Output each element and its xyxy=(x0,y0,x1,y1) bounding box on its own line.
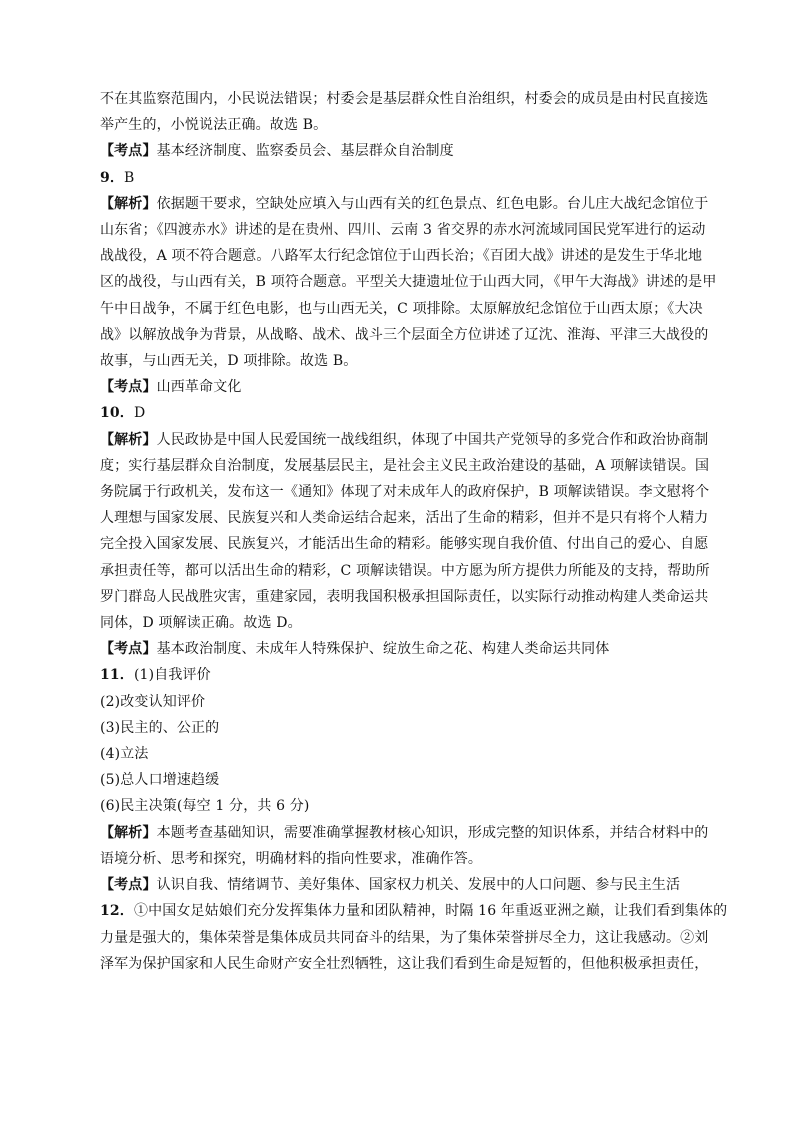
text-line xyxy=(100,217,706,243)
line-text: 战战役，A 项不符合题意。八路军太行纪念馆位于山西长治；《百团大战》讲述的是发生于华北地 xyxy=(100,248,703,265)
section-tag: 【考点】 xyxy=(100,877,157,894)
document-page xyxy=(100,86,728,977)
line-text: 午中日战争，不属于红色电影，也与山西无关，C 项排除。太原解放纪念馆位于山西太原；《大决 xyxy=(100,300,703,317)
section-tag: 【解析】 xyxy=(100,195,157,212)
line-text: (2)改变认知评价 xyxy=(100,693,206,710)
text-line xyxy=(100,531,709,557)
text-line xyxy=(100,951,709,977)
section-line xyxy=(100,820,709,846)
section-tag: 【解析】 xyxy=(100,824,157,841)
text-line xyxy=(100,296,703,322)
line-text: 战》以解放战争为背景，从战略、战术、战斗三个层面全方位讲述了辽沈、淮海、平津三大战役的 xyxy=(100,326,709,343)
line-text: 人理想与国家发展、民族复兴和人类命运结合起来，活出了生命的精彩，但并不是只有将个人精力 xyxy=(100,510,709,527)
line-text: 语境分析、思考和探究，明确材料的指向性要求，准确作答。 xyxy=(100,850,483,867)
section-tag: 【考点】 xyxy=(100,143,157,160)
line-text: 山西革命文化 xyxy=(156,379,242,396)
text-line xyxy=(100,86,709,112)
text-line xyxy=(100,243,703,269)
line-text: ①中国女足姑娘们充分发挥集体力量和团队精神，时隔 16 年重返亚洲之巅，让我们看到集体的 xyxy=(133,903,728,920)
answer-line xyxy=(100,165,700,191)
answer-line xyxy=(100,898,728,924)
question-number: 11． xyxy=(100,667,134,684)
text-line xyxy=(100,846,700,872)
line-text: 区的战役，与山西有关，B 项符合题意。平型关大捷遗址位于山西大同，《甲午大海战》讲述的是甲 xyxy=(100,274,717,291)
text-line xyxy=(100,610,700,636)
line-text: (4)立法 xyxy=(100,746,149,763)
text-line xyxy=(100,584,709,610)
line-text: 人民政协是中国人民爱国统一战线组织，体现了中国共产党领导的多党合作和政治协商制 xyxy=(156,431,709,448)
line-text: (3)民主的、公正的 xyxy=(100,719,220,736)
line-text: 故事，与山西无关，D 项排除。故选 B。 xyxy=(100,353,358,370)
line-text: (6)民主决策(每空 1 分，共 6 分) xyxy=(100,798,310,815)
line-text: 认识自我、情绪调节、美好集体、国家权力机关、发展中的人口问题、参与民主生活 xyxy=(156,877,681,894)
text-line xyxy=(100,269,717,295)
text-line xyxy=(100,479,710,505)
text-line xyxy=(100,322,709,348)
line-text: 举产生的，小悦说法正确。故选 B。 xyxy=(100,117,328,134)
section-line xyxy=(100,427,709,453)
question-number: 9． xyxy=(100,169,125,186)
text-line xyxy=(100,689,700,715)
section-line xyxy=(100,872,700,898)
section-tag: 【考点】 xyxy=(100,641,157,658)
line-text: 罗门群岛人民战胜灾害，重建家园，表明我国积极承担国际责任，以实际行动推动构建人类命运共 xyxy=(100,588,709,605)
section-tag: 【解析】 xyxy=(100,431,157,448)
text-line xyxy=(100,715,700,741)
answer-line xyxy=(100,400,700,426)
section-tag: 【考点】 xyxy=(100,379,157,396)
section-line xyxy=(100,374,700,400)
line-text: (1)自我评价 xyxy=(133,667,211,684)
text-line xyxy=(100,453,710,479)
text-line xyxy=(100,558,710,584)
section-line xyxy=(100,138,700,164)
line-text: B xyxy=(124,169,135,186)
line-text: (5)总人口增速趋缓 xyxy=(100,772,220,789)
line-text: D xyxy=(133,405,146,422)
line-text: 度；实行基层群众自治制度，发展基层民主，是社会主义民主政治建设的基础，A 项解读错误。国 xyxy=(100,457,710,474)
answer-line xyxy=(100,662,700,688)
text-line xyxy=(100,112,700,138)
question-number: 10． xyxy=(100,405,134,422)
text-line xyxy=(100,505,709,531)
question-number: 12． xyxy=(100,903,134,920)
section-line xyxy=(100,636,700,662)
text-line xyxy=(100,925,709,951)
text-line xyxy=(100,767,700,793)
line-text: 本题考查基础知识，需要准确掌握教材核心知识，形成完整的知识体系，并结合材料中的 xyxy=(156,824,709,841)
line-text: 不在其监察范围内，小民说法错误；村委会是基层群众性自治组织，村委会的成员是由村民直接选 xyxy=(100,91,709,107)
line-text: 泽军为保护国家和人民生命财产安全壮烈牺牲，这让我们看到生命是短暂的，但他积极承担责任， xyxy=(100,955,709,972)
text-line xyxy=(100,348,700,374)
line-text: 同体，D 项解读正确。故选 D。 xyxy=(100,615,302,632)
line-text: 承担责任等，都可以活出生命的精彩，C 项解读错误。中方愿为所方提供力所能及的支持，帮助所 xyxy=(100,562,710,579)
line-text: 山东省；《四渡赤水》讲述的是在贵州、四川、云南 3 省交界的赤水河流域同国民党军进行的运动 xyxy=(100,222,706,239)
line-text: 基本政治制度、未成年人特殊保护、绽放生命之花、构建人类命运共同体 xyxy=(156,641,610,658)
line-text: 完全投入国家发展、民族复兴，才能活出生命的精彩。能够实现自我价值、付出自己的爱心、自愿 xyxy=(100,536,709,553)
line-text: 务院属于行政机关，发布这一《通知》体现了对未成年人的政府保护，B 项解读错误。李文慰将个 xyxy=(100,484,710,501)
section-line xyxy=(100,191,709,217)
text-line xyxy=(100,793,700,819)
line-text: 力量是强大的，集体荣誉是集体成员共同奋斗的结果，为了集体荣誉拼尽全力，这让我感动。②刘 xyxy=(100,929,709,946)
line-text: 依据题干要求，空缺处应填入与山西有关的红色景点、红色电影。台儿庄大战纪念馆位于 xyxy=(156,195,709,212)
line-text: 基本经济制度、监察委员会、基层群众自治制度 xyxy=(156,143,454,160)
text-line xyxy=(100,741,700,767)
